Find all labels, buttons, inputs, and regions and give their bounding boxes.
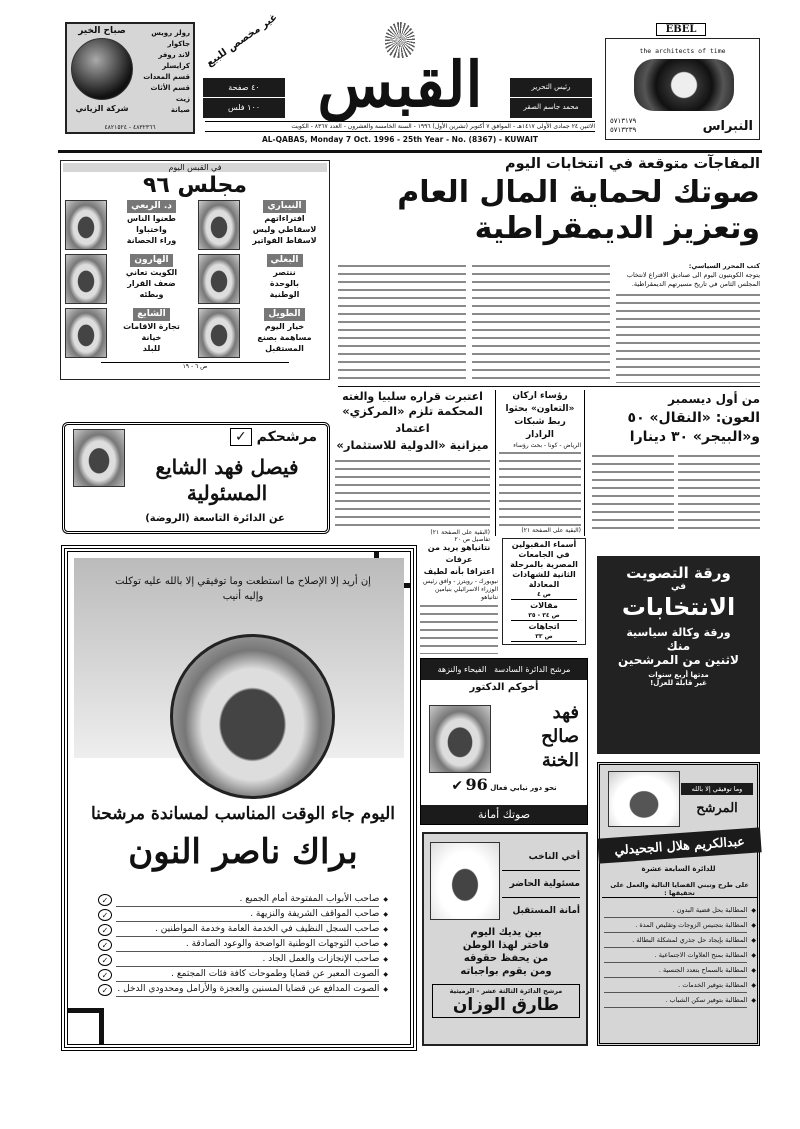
bullet-icon: ◆: [383, 985, 388, 993]
candidate-name: طارق الوزان: [452, 995, 560, 1015]
page-ref: ص ٣٣: [511, 633, 577, 642]
point-text: صاحب التوجهات الوطنية الواضحة والوعود الصادقة .: [116, 937, 379, 952]
bullet-icon: ◆: [383, 970, 388, 978]
body-text: [616, 291, 760, 383]
politician-name: البغلي: [267, 254, 303, 267]
ad-abdulkarim-aljuhaidli[interactable]: [597, 762, 760, 1046]
candidate-name: براك ناصر النون: [128, 832, 358, 872]
candidate-photo: [430, 842, 500, 920]
point-text: صاحب المواقف الشريفة والنزيهة .: [116, 907, 379, 922]
politician-quote: [111, 308, 192, 360]
phone: ٥٧١٣٢٣٩: [610, 126, 637, 134]
name-line: صالح: [541, 726, 579, 747]
politician-name: النيباري: [263, 200, 305, 213]
quote-line: لاسقاطي وليس: [252, 225, 317, 234]
point-item: [98, 982, 388, 997]
politician-photo: [65, 254, 107, 304]
box-footer: ص ٦ - ١٩: [101, 362, 289, 370]
quote-line: ننتصر: [273, 268, 296, 277]
globe-image: [71, 38, 133, 100]
bullet-icon: ◆: [383, 925, 388, 933]
district: للدائرة السابعة عشرة: [641, 865, 716, 873]
story-lead: نيويورك - رويترز - وافق رئيس الوزراء الاسرائيلي بنيامين نتانياهو: [422, 578, 498, 601]
point-item: [98, 892, 388, 907]
politician-photo: [198, 308, 240, 358]
ad-label: [230, 429, 317, 445]
body-text: [499, 449, 581, 527]
candidate-photo: [73, 429, 125, 487]
price-box: [203, 78, 285, 118]
point-text: المطالبة بتوفير سكن الشباب .: [604, 993, 747, 1008]
ad-item: جاكوار: [167, 40, 190, 48]
page-count: ٤٠ صفحة: [203, 78, 285, 98]
editor-name: محمد جاسم الصقر: [523, 103, 579, 111]
quote-line: لاسقاط الفواتير: [252, 236, 317, 245]
bullet-icon: ◆: [751, 966, 756, 974]
point-item: [98, 937, 388, 952]
quote-line: واختباوا: [136, 225, 167, 234]
politician-item[interactable]: [198, 200, 325, 252]
body-line: بين يديك اليوم: [470, 927, 542, 938]
politician-name: الطويل: [264, 308, 304, 321]
politician-quote: [111, 200, 192, 252]
body-line: فاختر لهذا الوطن: [462, 940, 550, 951]
headline-line: المحكمة تلزم «المركزي» اعتماد: [342, 404, 483, 435]
ad-brand: شركة الزياني: [75, 104, 129, 113]
politician-item[interactable]: [65, 200, 192, 252]
candidate-photo: [170, 634, 335, 799]
politician-item[interactable]: [65, 254, 192, 306]
bullet-icon: ◆: [751, 996, 756, 1004]
lead-column-3: [338, 262, 466, 382]
bullet-icon: ◆: [751, 936, 756, 944]
politician-quote: [111, 254, 192, 306]
story-netanyahu: [420, 542, 498, 654]
ad-line: الانتخابات: [621, 593, 736, 621]
point-item: [98, 952, 388, 967]
name-line: الخنة: [541, 750, 579, 771]
point-text: صاحب السجل النظيف في الخدمة العامة وخدمة المواطنين .: [116, 922, 379, 937]
body-line: ومن يقوم بواجباته: [460, 966, 552, 977]
bullet-icon: ◆: [383, 910, 388, 918]
dateline-english: AL-QABAS, Monday 7 Oct. 1996 - 25th Year - No. (8367) - KUWAIT: [261, 135, 539, 144]
continued-link[interactable]: (البقية على الصفحة ٢١): [521, 527, 581, 534]
ad-line: أمانة المستقبل: [512, 906, 580, 916]
lead-column-1: [616, 262, 760, 383]
price: ١٠٠ فلس: [227, 103, 261, 112]
point-text: المطالبة بمنح العلاوات الاجتماعية .: [604, 948, 747, 963]
headline-line: من أول ديسمبر: [668, 392, 760, 406]
politician-photo: [198, 254, 240, 304]
quote-line: وبطئه: [139, 290, 164, 299]
district-box: [432, 984, 580, 1018]
bullet-icon: ◆: [383, 895, 388, 903]
story-court-central-bank: [335, 390, 490, 543]
quote-line: الوطنية: [269, 290, 300, 299]
page-ref: ص ٤: [511, 591, 577, 600]
body-text: [335, 457, 490, 529]
politician-photo: [65, 308, 107, 358]
politician-item[interactable]: [198, 254, 325, 306]
headline-line: و«البيجر» ٣٠ دينارا: [629, 429, 760, 445]
bullet-icon: ◆: [383, 940, 388, 948]
candidate-name: فيصل فهد الشايع: [155, 455, 299, 479]
quote-line: وراء الحصانة: [126, 236, 177, 245]
ad-voting-paper[interactable]: [597, 556, 760, 754]
index-item[interactable]: اتجاهات: [528, 622, 560, 631]
details-link[interactable]: تفاصيل ص ٢٠: [454, 536, 490, 543]
quote-line: المستقبل: [265, 344, 304, 353]
body-line: من يحفظ حقوقه: [463, 953, 549, 964]
ad-line: منك: [666, 639, 691, 653]
point-text: المطالبة بإيجاد حل جذري لمشكلة البطالة .: [604, 933, 747, 948]
ad-line: مسئولية الحاضر: [502, 871, 580, 898]
ad-lines: [502, 844, 580, 924]
point-item: [604, 948, 756, 963]
ad-slogan: [421, 775, 587, 794]
point-text: المطالبة بحل قضية البدون .: [604, 903, 747, 918]
ad-body: [428, 926, 584, 978]
editor-label: رئيس التحرير: [510, 78, 592, 98]
dealer-name: النبراس: [702, 119, 753, 134]
point-text: الصوت المعبر عن قضايا وطموحات كافة فئات المجتمع .: [116, 967, 379, 982]
ad-zayani[interactable]: [65, 22, 195, 134]
politician-item[interactable]: [65, 308, 192, 360]
index-item[interactable]: أسماء المقبولين في الجامعات المصرية بالمرحلة الثانية للشهادات المعادلة: [510, 540, 578, 589]
quote-line: بالوحدة: [269, 279, 300, 288]
masthead-rule: [58, 150, 762, 153]
bullet-icon: ◆: [383, 955, 388, 963]
bullet-icon: ◆: [751, 921, 756, 929]
quote-line: افتراءاتهم: [264, 214, 305, 223]
not-for-sale-stamp: غير مخصص للبيع: [204, 11, 280, 70]
dateline: الرياض - كونا - بحث رؤساء: [513, 442, 581, 449]
ad-note: غير قابلة للعزل!: [650, 679, 707, 687]
editor-box: [510, 78, 592, 118]
point-text: صاحب الإنجازات والعمل الجاد .: [116, 952, 379, 967]
politician-item[interactable]: [198, 308, 325, 360]
inside-today-box: [60, 160, 330, 380]
quote-line: ضعف القرار: [127, 279, 176, 288]
ad-item: رولز رويس: [151, 29, 190, 37]
ad-faisal-alshaya[interactable]: [62, 422, 330, 534]
ad-label: المرشح: [696, 801, 738, 816]
ad-line: لاثنين من المرشحين: [618, 653, 739, 667]
headline-line: وتعزيز الديمقراطية: [474, 211, 760, 246]
politician-name: د. الربعي: [127, 200, 176, 213]
point-item: [604, 978, 756, 993]
politician-photo: [65, 200, 107, 250]
story-gcc-radar: [495, 390, 585, 536]
story-body: [678, 452, 760, 534]
lead-column-2: [472, 262, 610, 382]
newspaper-logo: القبس: [317, 48, 483, 121]
politician-name: الشايع: [133, 308, 170, 321]
point-item: [98, 922, 388, 937]
headline-line: صوتك لحماية المال العام: [397, 175, 760, 210]
corner-ornament: [68, 1008, 104, 1044]
ad-footer: صوتك أمانة: [421, 805, 587, 824]
point-item: [98, 967, 388, 982]
lead-intro: يتوجه الكويتيون اليوم الى صناديق الاقتراع لانتخاب المجلس الثامن في تاريخ مسيرتهم الديمقراطية.: [626, 271, 760, 288]
story-mobile-fees: [592, 390, 760, 447]
checkmark-circle-icon: ✓: [98, 909, 112, 921]
point-item: [604, 933, 756, 948]
headline-line: «التعاون» بحثوا: [505, 404, 575, 414]
politician-name: الهارون: [130, 254, 172, 267]
ad-items: [132, 28, 190, 116]
ad-item: زيت: [175, 95, 190, 103]
quote-line: طعنوا الناس: [127, 214, 176, 223]
checkmark-circle-icon: ✓: [98, 984, 112, 996]
point-item: [604, 903, 756, 918]
ad-slogan: المسئولية: [186, 481, 268, 505]
quote-line: مساهمة بصنع: [257, 333, 312, 342]
point-item: [604, 993, 756, 1008]
point-text: صاحب الأبواب المفتوحة أمام الجميع .: [116, 892, 379, 907]
page-ref: ص ٣٤ - ٣٥: [511, 612, 577, 621]
ad-barrak-alnoun[interactable]: [64, 548, 414, 1048]
ad-phone: ٤٨٣٢٣٦٦ - ٤٨٢١٥٢٤: [104, 124, 156, 131]
checkmark-circle-icon: ✓: [98, 939, 112, 951]
ad-title: صباح الخير: [78, 26, 126, 36]
ad-item: كرايسلر: [162, 62, 190, 70]
year: 96: [465, 775, 488, 794]
politician-photo: [198, 200, 240, 250]
watch-image: [634, 59, 734, 111]
subhead: على طرح وتبني القضايا التالية والعمل على تحقيقها :: [602, 881, 757, 898]
ad-tareq-alwazzan[interactable]: [422, 832, 588, 1046]
checkmark-icon: ✓: [230, 428, 252, 446]
politician-quote: [244, 200, 325, 252]
index-item[interactable]: مقالات: [530, 601, 558, 610]
headline-line: اعترافا بأنه لطيف: [423, 567, 495, 576]
quote-line: خيانة: [141, 333, 162, 342]
quote-line: خيار اليوم: [264, 322, 305, 331]
ad-top-line: اليوم جاء الوقت المناسب لمساندة مرشحنا: [90, 804, 396, 824]
point-text: الصوت المدافع عن قضايا المسنين والعجزة والأرامل ومحدودي الدخل .: [116, 982, 379, 997]
ad-item: قسم المعدات: [143, 73, 190, 81]
verse: وما توفيقي إلا بالله: [681, 783, 753, 795]
continued-link[interactable]: (البقية على الصفحة ٢١): [430, 529, 490, 536]
point-text: المطالبة بتجنيس الزوجات وتقليص المدة .: [604, 918, 747, 933]
checkmark-icon: ✔: [451, 778, 464, 794]
candidate-points: [604, 903, 756, 1008]
section-rule: [338, 386, 760, 387]
bullet-icon: ◆: [751, 906, 756, 914]
ad-line: ورقة التصويت: [626, 564, 731, 582]
point-item: [98, 907, 388, 922]
ad-item: قسم الأثاث: [150, 84, 190, 92]
headline-line: رؤساء اركان: [512, 391, 568, 401]
ad-ebel[interactable]: [605, 24, 760, 140]
checkmark-circle-icon: ✓: [98, 954, 112, 966]
point-item: [604, 963, 756, 978]
point-text: المطالبة بتوفير الخدمات .: [604, 978, 747, 993]
quote-line: للبلد: [142, 344, 161, 353]
body-text: [420, 602, 498, 654]
bullet-icon: ◆: [751, 981, 756, 989]
slogan-text: نحو دور نيابي فعال: [490, 784, 557, 792]
ebel-logo: EBEL: [656, 23, 706, 36]
candidate-photo: [429, 705, 491, 773]
candidate-name: [541, 701, 579, 773]
dateline-arabic: الاثنين ٢٤ جمادى الأولى ١٤١٧هـ - الموافق ٧ أكتوبر (تشرين الأول) ١٩٩٦ - السنة الخامسة والعشرون - العدد ٨٣٦٧ - الكويت: [205, 121, 595, 132]
story-kicker: اعتبرت قراره سلبيا والغته: [342, 390, 483, 403]
headline-line: العون: «النقال» ٥٠: [627, 410, 760, 426]
point-text: المطالبة بالسماح بتعدد الجنسية .: [604, 963, 747, 978]
ad-line: أخي الناخب: [502, 844, 580, 871]
ad-intro: أخوكم الدكتور: [469, 682, 539, 693]
politician-quote: [244, 308, 325, 360]
phone: ٥٧١٣١٧٩: [610, 117, 637, 125]
headline-line: نتانياهو يريد من عرفات: [427, 543, 491, 564]
box-label: في القبس اليوم: [63, 163, 327, 172]
byline: كتب المحرر السياسي:: [688, 262, 760, 270]
ad-line: ورقة وكالة سياسية: [626, 626, 731, 639]
name-line: فهد: [552, 702, 579, 723]
story-body: [592, 452, 674, 534]
politician-grid: [61, 198, 329, 362]
lead-headline: [338, 175, 760, 247]
headline-line: ربط شبكات الرادار: [514, 417, 566, 440]
ad-item: لاند روفر: [158, 51, 190, 59]
checkmark-circle-icon: ✓: [98, 969, 112, 981]
quote-line: الكويت تعاني: [125, 268, 178, 277]
quote-line: تجارة الاقامات: [123, 322, 180, 331]
ad-item: صيانة: [170, 106, 190, 114]
box-title: مجلس ٩٦: [142, 173, 248, 198]
ad-note: مدتها أربع سنوات: [648, 671, 709, 679]
ebel-tagline: the architects of time: [639, 47, 726, 55]
ad-fahad-alkhanna[interactable]: [420, 658, 588, 825]
point-item: [604, 918, 756, 933]
district: عن الدائرة التاسعة (الروضة): [145, 513, 285, 524]
politician-quote: [244, 254, 325, 306]
checkmark-circle-icon: ✓: [98, 894, 112, 906]
district: مرشح الدائرة الثالثة عشر - الرميثية: [449, 987, 563, 995]
candidate-name: عبدالكريم هلال الجحيدلي: [597, 827, 761, 863]
index-box: [502, 538, 586, 645]
ad-label-text: مرشحكم: [256, 429, 317, 445]
headline-line: ميزانية «الدولية للاستثمار»: [336, 438, 489, 452]
ebel-phones: [610, 117, 636, 135]
candidate-photo: [608, 771, 680, 827]
quran-verse: إن أريد إلا الإصلاح ما استطعت وما توفيقي إلا بالله عليه توكلت وإليه أنيب: [115, 576, 371, 602]
bullet-icon: ◆: [751, 951, 756, 959]
checkmark-circle-icon: ✓: [98, 924, 112, 936]
lead-kicker: المفاجآت متوقعة في انتخابات اليوم: [504, 156, 760, 172]
district-banner: مرشح الدائرة السادسة الفيحاء والنزهة: [421, 659, 587, 680]
candidate-points: [98, 892, 388, 997]
ad-line: في: [671, 582, 686, 592]
